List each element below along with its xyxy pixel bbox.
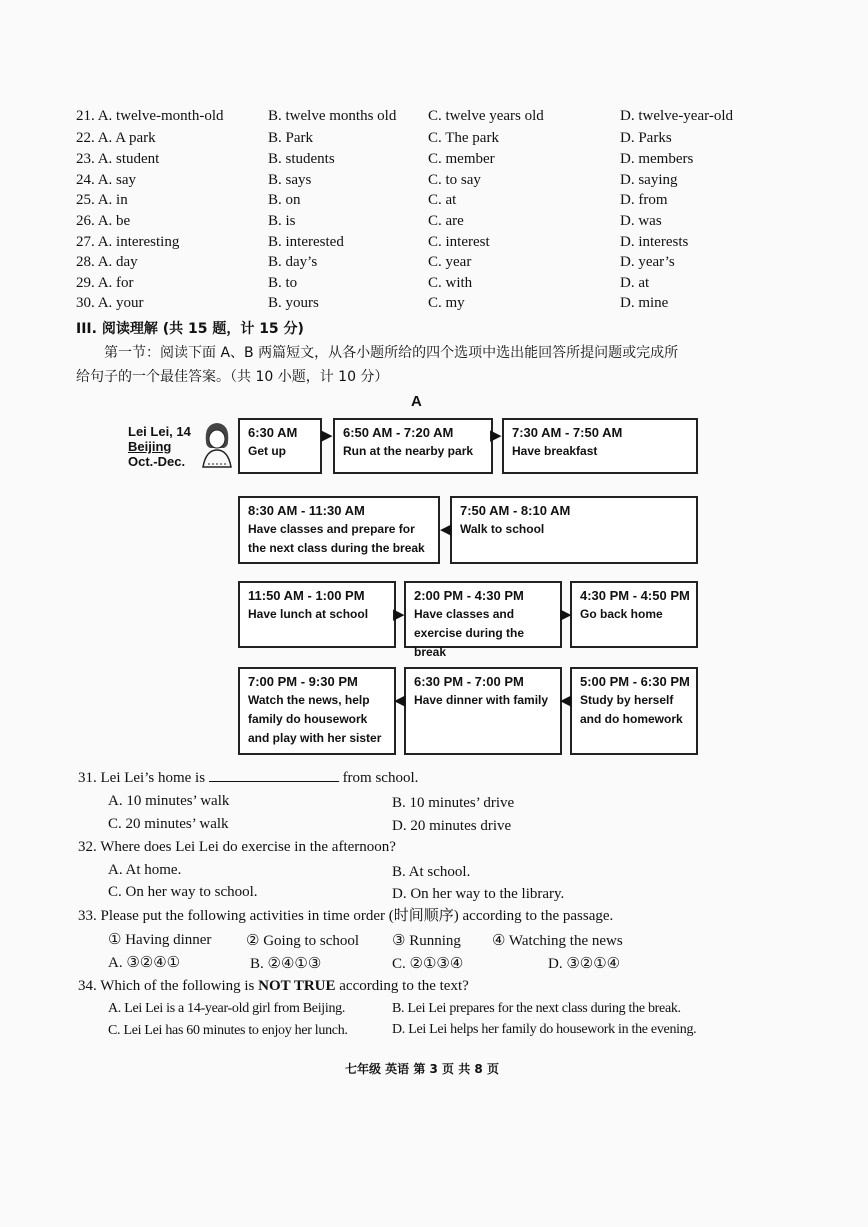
option-b[interactable]: B. ②④①③ bbox=[250, 956, 322, 972]
question-stem: from school. bbox=[342, 770, 419, 786]
profile-name: Lei Lei, 14 bbox=[128, 424, 191, 439]
option-c: C. are bbox=[428, 213, 464, 229]
schedule-box: 5:00 PM - 6:30 PM Study by herself and do homework bbox=[570, 667, 698, 755]
question-stem: 32. Where does Lei Lei do exercise in the afternoon? bbox=[78, 839, 396, 855]
option-c: C. interest bbox=[428, 234, 490, 250]
schedule-box: 2:00 PM - 4:30 PM Have classes and exercise during the break bbox=[404, 581, 562, 648]
schedule-box: 6:30 AM Get up bbox=[238, 418, 322, 474]
option-b[interactable]: B. 10 minutes’ drive bbox=[392, 795, 515, 811]
option-d[interactable]: D. Lei Lei helps her family do housework in the evening. bbox=[392, 1022, 697, 1037]
option-c: C. The park bbox=[428, 130, 499, 146]
option-row: 27. A. interesting bbox=[76, 234, 180, 250]
profile-info bbox=[128, 424, 191, 469]
schedule-box: 8:30 AM - 11:30 AM Have classes and prepare for the next class during the break bbox=[238, 496, 440, 564]
option-c: C. with bbox=[428, 275, 473, 291]
option-d: D. twelve-year-old bbox=[620, 108, 733, 124]
activity-item: ① Having dinner bbox=[108, 932, 212, 948]
option-b: B. day’s bbox=[268, 254, 318, 270]
answer-blank[interactable] bbox=[209, 767, 339, 782]
option-d: D. from bbox=[620, 192, 668, 208]
activity-item: ③ Running bbox=[392, 933, 461, 949]
option-row: 25. A. in bbox=[76, 192, 128, 208]
section-instructions: 给句子的一个最佳答案。（共 10 小题，计 10 分） bbox=[76, 369, 389, 385]
option-d[interactable]: D. 20 minutes drive bbox=[392, 818, 512, 834]
option-d: D. year’s bbox=[620, 254, 675, 270]
option-row: 22. A. A park bbox=[76, 130, 156, 146]
option-d: D. mine bbox=[620, 295, 669, 311]
passage-label: A bbox=[411, 393, 422, 410]
option-a[interactable]: A. ③②④① bbox=[108, 955, 181, 971]
option-b[interactable]: B. Lei Lei prepares for the next class during the break. bbox=[392, 1001, 681, 1016]
option-b: B. is bbox=[268, 213, 296, 229]
option-b[interactable]: B. At school. bbox=[392, 864, 471, 880]
activity-item: ④ Watching the news bbox=[492, 933, 623, 949]
option-b: B. to bbox=[268, 275, 298, 291]
option-c: C. member bbox=[428, 151, 495, 167]
option-c: C. at bbox=[428, 192, 457, 208]
question-stem: 34. Which of the following is NOT TRUE according to the text? bbox=[78, 978, 469, 994]
option-c: C. twelve years old bbox=[428, 108, 544, 124]
section-instructions: 第一节：阅读下面 A、B 两篇短文，从各小题所给的四个选项中选出能回答所提问题或完成所 bbox=[104, 345, 679, 361]
arrow-right-icon: ▶ bbox=[490, 426, 502, 444]
option-row: 26. A. be bbox=[76, 213, 131, 229]
arrow-left-icon: ◀ bbox=[440, 520, 452, 538]
schedule-box: 11:50 AM - 1:00 PM Have lunch at school bbox=[238, 581, 396, 648]
option-d[interactable]: D. ③②①④ bbox=[548, 956, 621, 972]
arrow-right-icon: ▶ bbox=[393, 605, 405, 623]
section-heading: III. 阅读理解 (共 15 题，计 15 分) bbox=[76, 321, 304, 337]
option-row: 30. A. your bbox=[76, 295, 144, 311]
option-b: B. students bbox=[268, 151, 335, 167]
option-row: 21. A. twelve-month-old bbox=[76, 108, 224, 124]
schedule-box: 6:30 PM - 7:00 PM Have dinner with family bbox=[404, 667, 562, 755]
girl-avatar-icon bbox=[198, 420, 236, 470]
profile-city: Beijing bbox=[128, 439, 172, 454]
option-a[interactable]: A. 10 minutes’ walk bbox=[108, 793, 230, 809]
option-c[interactable]: C. ②①③④ bbox=[392, 956, 464, 972]
option-c: C. to say bbox=[428, 172, 481, 188]
arrow-left-icon: ◀ bbox=[394, 691, 406, 709]
option-a[interactable]: A. At home. bbox=[108, 862, 182, 878]
option-row: 29. A. for bbox=[76, 275, 134, 291]
option-c[interactable]: C. Lei Lei has 60 minutes to enjoy her lunch. bbox=[108, 1023, 348, 1038]
option-b: B. says bbox=[268, 172, 312, 188]
arrow-right-icon: ▶ bbox=[560, 605, 572, 623]
schedule-box: 7:50 AM - 8:10 AM Walk to school bbox=[450, 496, 698, 564]
activity-item: ② Going to school bbox=[246, 933, 360, 949]
schedule-box: 4:30 PM - 4:50 PM Go back home bbox=[570, 581, 698, 648]
option-d: D. Parks bbox=[620, 130, 672, 146]
option-row: 24. A. say bbox=[76, 172, 137, 188]
option-d: D. saying bbox=[620, 172, 678, 188]
option-c[interactable]: C. On her way to school. bbox=[108, 884, 258, 900]
question-stem: 31. Lei Lei’s home is bbox=[78, 770, 206, 786]
arrow-right-icon: ▶ bbox=[321, 426, 333, 444]
arrow-left-icon: ◀ bbox=[560, 691, 572, 709]
option-b: B. Park bbox=[268, 130, 313, 146]
option-d: D. members bbox=[620, 151, 694, 167]
question-stem: 33. Please put the following activities in time order (时间顺序) according to the passage. bbox=[78, 908, 614, 924]
schedule-box: 7:30 AM - 7:50 AM Have breakfast bbox=[502, 418, 698, 474]
option-a[interactable]: A. Lei Lei is a 14-year-old girl from Beijing. bbox=[108, 1001, 346, 1016]
schedule-box: 6:50 AM - 7:20 AM Run at the nearby park bbox=[333, 418, 493, 474]
page-footer: 七年级 英语 第 3 页 共 8 页 bbox=[345, 1062, 499, 1076]
option-c[interactable]: C. 20 minutes’ walk bbox=[108, 816, 229, 832]
option-b: B. interested bbox=[268, 234, 344, 250]
option-row: 23. A. student bbox=[76, 151, 160, 167]
option-b: B. on bbox=[268, 192, 301, 208]
option-d: D. was bbox=[620, 213, 662, 229]
option-row: 28. A. day bbox=[76, 254, 138, 270]
option-b: B. yours bbox=[268, 295, 319, 311]
option-c: C. year bbox=[428, 254, 472, 270]
profile-dates: Oct.-Dec. bbox=[128, 454, 186, 469]
option-b: B. twelve months old bbox=[268, 108, 397, 124]
option-c: C. my bbox=[428, 295, 465, 311]
option-d: D. interests bbox=[620, 234, 689, 250]
option-d: D. at bbox=[620, 275, 650, 291]
option-d[interactable]: D. On her way to the library. bbox=[392, 886, 565, 902]
schedule-box: 7:00 PM - 9:30 PM Watch the news, help family do housework and play with her sister bbox=[238, 667, 396, 755]
